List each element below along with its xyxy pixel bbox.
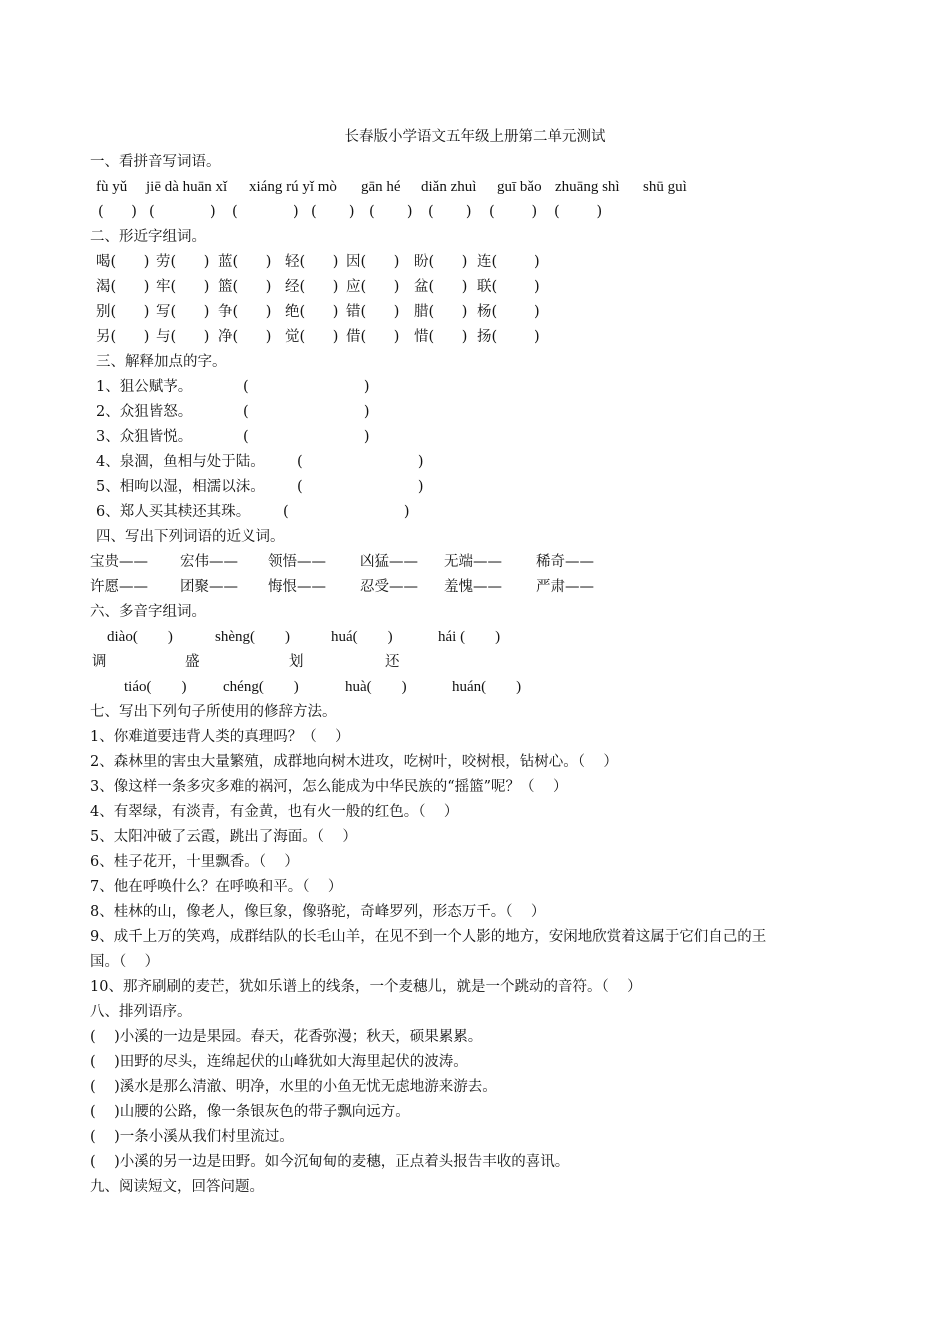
synonym-item[interactable]: 许愿——	[90, 579, 148, 595]
similar-char-item[interactable]: 惜( )	[414, 329, 468, 345]
rhetoric-item[interactable]: 6、桂子花开，十里飘香。（ ）	[90, 854, 299, 870]
answer-bracket-2[interactable]: ( )	[149, 204, 216, 220]
pinyin-7: zhuāng shì	[555, 179, 620, 195]
synonym-item[interactable]: 宏伟——	[180, 554, 238, 570]
pinyin-2: jiē dà huān xǐ	[146, 179, 228, 195]
polyphone-reading[interactable]: huà( )	[345, 679, 407, 695]
sentence-order-item[interactable]: ( )溪水是那么清澈、明净，水里的小鱼无忧无虑地游来游去。	[90, 1079, 497, 1095]
synonym-item[interactable]: 无端——	[444, 554, 502, 570]
answer-bracket-1[interactable]: ( )	[98, 204, 137, 220]
similar-char-item[interactable]: 牢( )	[156, 279, 210, 295]
section-3-heading: 三、解释加点的字。	[96, 354, 227, 370]
polyphone-reading[interactable]: tiáo( )	[124, 679, 187, 695]
sentence-order-item[interactable]: ( )田野的尽头，连绵起伏的山峰犹如大海里起伏的波涛。	[90, 1054, 468, 1070]
explain-question: 4、泉涸，鱼相与处于陆。	[96, 454, 265, 470]
similar-char-item[interactable]: 别( )	[96, 304, 150, 320]
answer-bracket-5[interactable]: ( )	[369, 204, 413, 220]
similar-char-item[interactable]: 轻( )	[285, 254, 339, 270]
similar-char-item[interactable]: 争( )	[218, 304, 272, 320]
synonym-item[interactable]: 团聚——	[180, 579, 238, 595]
similar-char-item[interactable]: 篮( )	[218, 279, 272, 295]
explain-answer-bracket[interactable]: ( )	[243, 429, 370, 445]
polyphone-reading[interactable]: shèng( )	[215, 629, 290, 645]
similar-char-item[interactable]: 觉( )	[285, 329, 339, 345]
answer-bracket-4[interactable]: ( )	[311, 204, 355, 220]
pinyin-5: diǎn zhuì	[421, 179, 477, 195]
section-6-heading: 六、多音字组词。	[90, 604, 206, 620]
similar-char-item[interactable]: 经( )	[285, 279, 339, 295]
similar-char-item[interactable]: 杨( )	[477, 304, 540, 320]
similar-char-item[interactable]: 另( )	[96, 329, 150, 345]
similar-char-item[interactable]: 联( )	[477, 279, 540, 295]
similar-char-item[interactable]: 净( )	[218, 329, 272, 345]
synonym-item[interactable]: 忍受——	[360, 579, 418, 595]
similar-char-item[interactable]: 绝( )	[285, 304, 339, 320]
synonym-item[interactable]: 凶猛——	[360, 554, 418, 570]
section-7-heading: 七、写出下列句子所使用的修辞方法。	[90, 704, 337, 720]
similar-char-item[interactable]: 写( )	[156, 304, 210, 320]
rhetoric-item[interactable]: 8、桂林的山，像老人，像巨象，像骆驼，奇峰罗列，形态万千。（ ）	[90, 904, 546, 920]
explain-question: 2、众狙皆怒。	[96, 404, 193, 420]
synonym-item[interactable]: 稀奇——	[536, 554, 594, 570]
similar-char-item[interactable]: 盼( )	[414, 254, 468, 270]
sentence-order-item[interactable]: ( )小溪的另一边是田野。如今沉甸甸的麦穗，正点着头报告丰收的喜讯。	[90, 1154, 570, 1170]
similar-char-item[interactable]: 渴( )	[96, 279, 150, 295]
polyphone-char: 划	[289, 654, 304, 670]
similar-char-item[interactable]: 借( )	[346, 329, 400, 345]
similar-char-item[interactable]: 扬( )	[477, 329, 540, 345]
rhetoric-item[interactable]: 4、有翠绿，有淡青，有金黄，也有火一般的红色。（ ）	[90, 804, 459, 820]
rhetoric-item[interactable]: 5、太阳冲破了云霞，跳出了海面。（ ）	[90, 829, 357, 845]
answer-bracket-8[interactable]: ( )	[554, 204, 603, 220]
polyphone-char: 还	[385, 654, 400, 670]
explain-answer-bracket[interactable]: ( )	[283, 504, 410, 520]
section-4-heading: 四、写出下列词语的近义词。	[96, 529, 285, 545]
pinyin-3: xiáng rú yǐ mò	[249, 179, 337, 195]
pinyin-1: fù yǔ	[96, 179, 128, 195]
similar-char-item[interactable]: 劳( )	[156, 254, 210, 270]
similar-char-item[interactable]: 盆( )	[414, 279, 468, 295]
rhetoric-item[interactable]: 7、他在呼唤什么？在呼唤和平。（ ）	[90, 879, 343, 895]
rhetoric-item[interactable]: 1、你难道要违背人类的真理吗？（ ）	[90, 729, 350, 745]
synonym-item[interactable]: 羞愧——	[444, 579, 502, 595]
rhetoric-item[interactable]: 2、森林里的害虫大量繁殖，成群地向树木进攻，吃树叶，咬树根，钻树心。（ ）	[90, 754, 618, 770]
similar-char-item[interactable]: 腊( )	[414, 304, 468, 320]
similar-char-item[interactable]: 连( )	[477, 254, 540, 270]
rhetoric-item[interactable]: 10、那齐刷刷的麦芒，犹如乐谱上的线条，一个麦穗儿，就是一个跳动的音符。（ ）	[90, 979, 642, 995]
answer-bracket-3[interactable]: ( )	[232, 204, 299, 220]
section-1-heading: 一、看拼音写词语。	[90, 154, 221, 170]
similar-char-item[interactable]: 喝( )	[96, 254, 150, 270]
polyphone-reading[interactable]: huán( )	[452, 679, 522, 695]
answer-bracket-6[interactable]: ( )	[428, 204, 472, 220]
pinyin-6: guī bǎo	[497, 179, 542, 195]
rhetoric-item[interactable]: 3、像这样一条多灾多难的祸河，怎么能成为中华民族的“摇篮”呢？（ ）	[90, 779, 568, 795]
explain-answer-bracket[interactable]: ( )	[297, 454, 424, 470]
similar-char-item[interactable]: 错( )	[346, 304, 400, 320]
answer-bracket-7[interactable]: ( )	[489, 204, 538, 220]
explain-answer-bracket[interactable]: ( )	[297, 479, 424, 495]
polyphone-char: 盛	[185, 654, 200, 670]
synonym-item[interactable]: 领悟——	[268, 554, 326, 570]
sentence-order-item[interactable]: ( )山腰的公路，像一条银灰色的带子飘向远方。	[90, 1104, 410, 1120]
rhetoric-item[interactable]: 9、成千上万的笑鸡，成群结队的长毛山羊，在见不到一个人影的地方，安闲地欣赏着这属于它们自己的王	[90, 929, 767, 945]
synonym-item[interactable]: 宝贵——	[90, 554, 148, 570]
polyphone-char: 调	[92, 654, 107, 670]
rhetoric-item-continued[interactable]: 国。（ ）	[90, 954, 160, 970]
explain-answer-bracket[interactable]: ( )	[243, 379, 370, 395]
section-9-heading: 九、阅读短文，回答问题。	[90, 1179, 264, 1195]
explain-question: 1、狙公赋芧。	[96, 379, 193, 395]
polyphone-reading[interactable]: hái ( )	[438, 629, 501, 645]
sentence-order-item[interactable]: ( )一条小溪从我们村里流过。	[90, 1129, 294, 1145]
similar-char-item[interactable]: 蓝( )	[218, 254, 272, 270]
similar-char-item[interactable]: 与( )	[156, 329, 210, 345]
pinyin-8: shū guì	[643, 179, 687, 195]
page-title: 长春版小学语文五年级上册第二单元测试	[344, 129, 606, 145]
polyphone-reading[interactable]: chéng( )	[223, 679, 299, 695]
synonym-item[interactable]: 悔恨——	[268, 579, 326, 595]
polyphone-reading[interactable]: diào( )	[107, 629, 173, 645]
sentence-order-item[interactable]: ( )小溪的一边是果园。春天，花香弥漫；秋天，硕果累累。	[90, 1029, 483, 1045]
explain-question: 3、众狙皆悦。	[96, 429, 193, 445]
polyphone-reading[interactable]: huá( )	[331, 629, 393, 645]
section-2-heading: 二、形近字组词。	[90, 229, 206, 245]
explain-question: 6、郑人买其椟还其珠。	[96, 504, 251, 520]
similar-char-item[interactable]: 应( )	[346, 279, 400, 295]
explain-question: 5、相呴以湿，相濡以沫。	[96, 479, 265, 495]
synonym-item[interactable]: 严肃——	[536, 579, 594, 595]
pinyin-4: gān hé	[361, 179, 401, 195]
explain-answer-bracket[interactable]: ( )	[243, 404, 370, 420]
section-8-heading: 八、排列语序。	[90, 1004, 192, 1020]
similar-char-item[interactable]: 因( )	[346, 254, 400, 270]
